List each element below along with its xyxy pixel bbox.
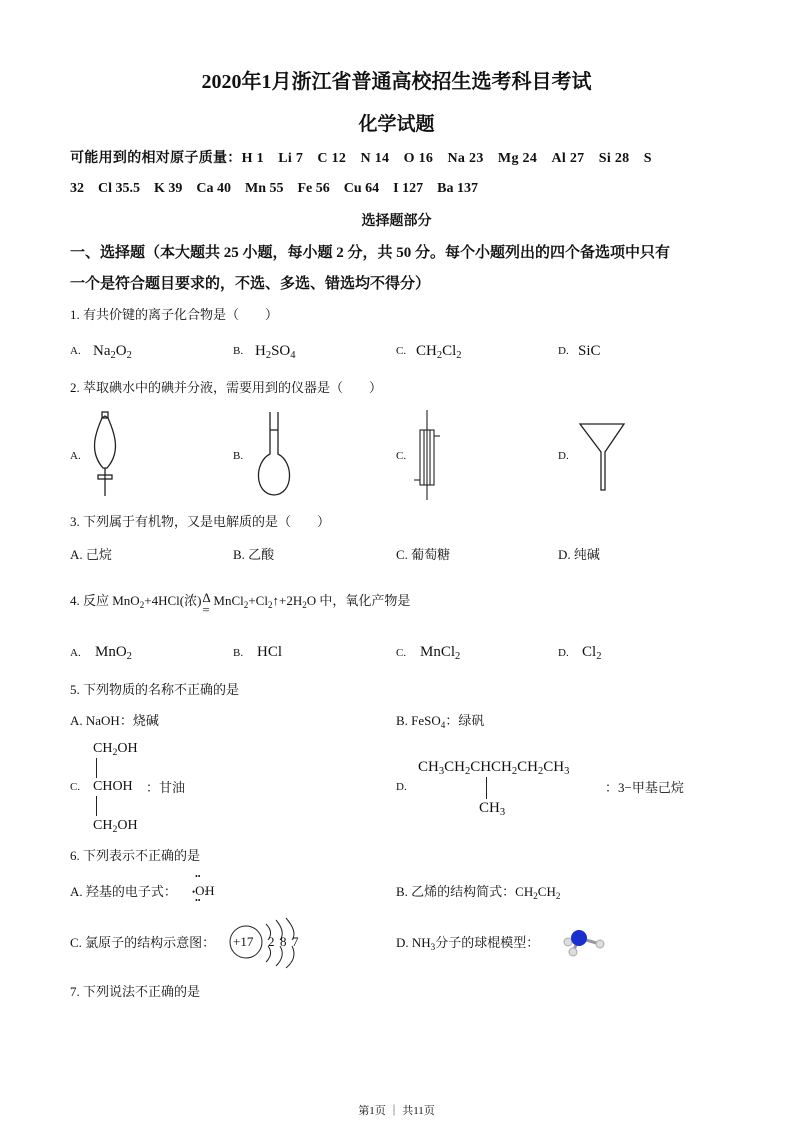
formula-text: Cl <box>442 343 457 359</box>
formula-text: O 中，氧化产物是 <box>306 593 411 608</box>
subscript: 2 <box>537 766 544 777</box>
subscript: 2 <box>436 350 443 361</box>
shell-electrons: 7 <box>292 934 299 949</box>
question-4-stem: 4. 反应 MnO$_2$+4HCl(浓) Δ = $MnCl_2+Cl_2↑+2H_2O$ 中，氧化产物是 <box>70 590 411 617</box>
subscript: 2 <box>533 891 538 901</box>
option-a-formula[interactable] <box>93 344 132 359</box>
formula-text: CH <box>517 759 538 775</box>
question-1-stem: 1. 有共价键的离子化合物是（ ） <box>70 307 279 322</box>
formula-text: D. NH <box>396 935 431 950</box>
subscript: 2 <box>555 891 561 901</box>
formula-text: SO <box>271 343 291 359</box>
subscript: 2 <box>464 766 471 777</box>
option-label: A. <box>70 345 81 357</box>
subscript: 2 <box>112 824 118 835</box>
subscript: 3 <box>438 766 445 777</box>
separatory-funnel-icon[interactable] <box>85 412 125 502</box>
question-6-stem: 6. 下列表示不正确的是 <box>70 848 201 863</box>
formula-text: CH <box>93 741 113 756</box>
formula-text: Na <box>93 343 111 359</box>
subscript: 4 <box>290 350 296 361</box>
hexane-main-chain <box>418 760 569 775</box>
subscript: 2 <box>596 651 602 662</box>
question-3-stem: 3. 下列属于有机物，又是电解质的是（ ） <box>70 514 331 529</box>
option-a[interactable]: A. NaOH：烧碱 <box>70 713 159 728</box>
page-footer: 第1页 ｜ 共11页 <box>358 1105 435 1117</box>
instructions-line2: 一个是符合题目要求的，不选、多选、错选均不得分） <box>70 276 431 292</box>
subscript: 3 <box>430 942 436 952</box>
formula-text: OH <box>117 818 138 833</box>
formula-text: +Cl <box>248 593 268 608</box>
option-label: A. <box>70 450 81 462</box>
option-label: B. <box>233 647 244 659</box>
formula-text: OH <box>117 741 138 756</box>
question-7-stem: 7. 下列说法不正确的是 <box>70 984 201 999</box>
formula-text: CHCH <box>470 759 512 775</box>
formula-text: MnCl <box>420 644 456 660</box>
formula-text: MnCl <box>213 593 244 608</box>
funnel-icon[interactable] <box>578 422 628 492</box>
option-label: C. <box>396 450 407 462</box>
option-label: A. <box>70 647 81 659</box>
formula-text: 分子的球棍模型： <box>435 935 540 950</box>
formula-text: 4. 反应 MnO <box>70 593 140 608</box>
lone-pair-dots: •• <box>195 896 201 905</box>
question-5-stem: 5. 下列物质的名称不正确的是 <box>70 682 240 697</box>
shell-electrons: 8 <box>280 934 287 949</box>
bond-line <box>96 758 97 778</box>
option-a[interactable]: A. 羟基的电子式： <box>70 884 177 899</box>
bond-line <box>96 796 97 816</box>
subscript: 3 <box>564 766 570 777</box>
subscript: 2 <box>126 350 132 361</box>
option-d-name[interactable]: ：3−甲基己烷 <box>605 780 684 795</box>
option-label: D. <box>558 450 569 462</box>
option-label: D. <box>558 345 569 357</box>
subscript: 2 <box>110 350 116 361</box>
subscript: 2 <box>265 350 272 361</box>
formula-text: B. 乙烯的结构简式：CH <box>396 884 534 899</box>
option-label: B. <box>233 345 244 357</box>
subscript: 2 <box>267 600 273 610</box>
glycerol-middle: CHOH <box>93 779 133 794</box>
option-label: D. <box>558 647 569 659</box>
option-b-formula[interactable] <box>255 344 296 359</box>
volumetric-flask-icon[interactable] <box>252 412 297 498</box>
condenser-icon[interactable] <box>412 410 442 502</box>
subscript: 2 <box>126 651 132 662</box>
option-c-name[interactable]: ：甘油 <box>146 780 186 795</box>
hexane-branch <box>479 801 505 816</box>
atomic-masses-line1: 可能用到的相对原子质量：H 1 Li 7 C 12 N 14 O 16 Na 23 Mg 24 Al 27 Si 28 S <box>70 151 652 166</box>
subscript: 2 <box>243 600 249 610</box>
option-c[interactable]: C. 葡萄糖 <box>396 547 451 562</box>
question-2-stem: 2. 萃取碘水中的碘并分液，需要用到的仪器是（ ） <box>70 380 383 395</box>
option-b[interactable] <box>396 884 561 901</box>
formula-text: ↑+2H <box>272 593 303 608</box>
nucleus-charge: +17 <box>233 934 254 949</box>
option-d[interactable]: D. 纯碱 <box>558 547 600 562</box>
formula-text: MnO <box>95 644 127 660</box>
option-label: D. <box>396 781 407 793</box>
option-label: C. <box>396 345 407 357</box>
subscript: 4 <box>440 720 446 730</box>
subscript: 2 <box>139 600 145 610</box>
option-a-formula[interactable] <box>95 645 132 660</box>
option-c-formula[interactable] <box>420 645 460 660</box>
subscript: 2 <box>511 766 518 777</box>
glycerol-bottom <box>93 819 138 833</box>
equation-products <box>213 593 410 608</box>
formula-text: CH <box>479 800 500 816</box>
formula-text: CH <box>537 884 556 899</box>
formula-text: CH <box>444 759 465 775</box>
subscript: 2 <box>456 350 462 361</box>
formula-text: ：绿矾 <box>445 713 485 728</box>
bond-line <box>486 777 487 799</box>
subscript: 2 <box>455 651 461 662</box>
formula-text: B. FeSO <box>396 713 441 728</box>
formula-text: CH <box>418 759 439 775</box>
formula-text: CH <box>416 343 437 359</box>
option-c[interactable]: C. 氯原子的结构示意图： <box>70 935 216 950</box>
option-d-formula[interactable] <box>582 645 601 660</box>
atomic-masses-line2: 32 Cl 35.5 K 39 Ca 40 Mn 55 Fe 56 Cu 64 I 127 Ba 137 <box>70 181 478 196</box>
subscript: 3 <box>499 807 506 818</box>
ammonia-ball-stick-model <box>563 928 608 958</box>
option-b[interactable] <box>396 713 485 730</box>
option-label: C. <box>396 647 407 659</box>
formula-text: H <box>255 343 266 359</box>
exam-subtitle: 化学试题 <box>358 114 435 135</box>
instructions-line1: 一、选择题（本大题共 25 小题，每小题 2 分，共 50 分。每个小题列出的四个备选项中只有 <box>70 245 671 261</box>
formula-text: CH <box>93 818 113 833</box>
option-a[interactable]: A. 己烷 <box>70 547 112 562</box>
option-c-formula[interactable] <box>416 344 462 359</box>
electron-dot-formula: •O:H <box>192 883 215 898</box>
section-heading: 选择题部分 <box>361 214 432 229</box>
glycerol-top <box>93 742 138 756</box>
option-b-formula[interactable] <box>257 645 282 660</box>
formula-text: CH <box>543 759 565 775</box>
option-label: B. <box>233 450 244 462</box>
subscript: 2 <box>302 600 307 610</box>
option-label: C. <box>70 781 81 793</box>
formula-text: SiC <box>578 343 601 359</box>
equation-reactants <box>70 593 201 608</box>
option-d[interactable] <box>396 935 540 952</box>
formula-text: +4HCl(浓) <box>144 593 202 608</box>
option-b[interactable]: B. 乙酸 <box>233 547 275 562</box>
shell-electrons: 2 <box>268 934 275 949</box>
option-d-formula[interactable] <box>578 344 601 359</box>
formula-text: Cl <box>582 644 597 660</box>
formula-text: HCl <box>257 644 283 660</box>
formula-text: O <box>115 343 127 359</box>
lone-pair-dots: •• <box>195 872 201 881</box>
exam-title: 2020年1月浙江省普通高校招生选考科目考试 <box>201 71 592 93</box>
subscript: 2 <box>112 747 118 758</box>
